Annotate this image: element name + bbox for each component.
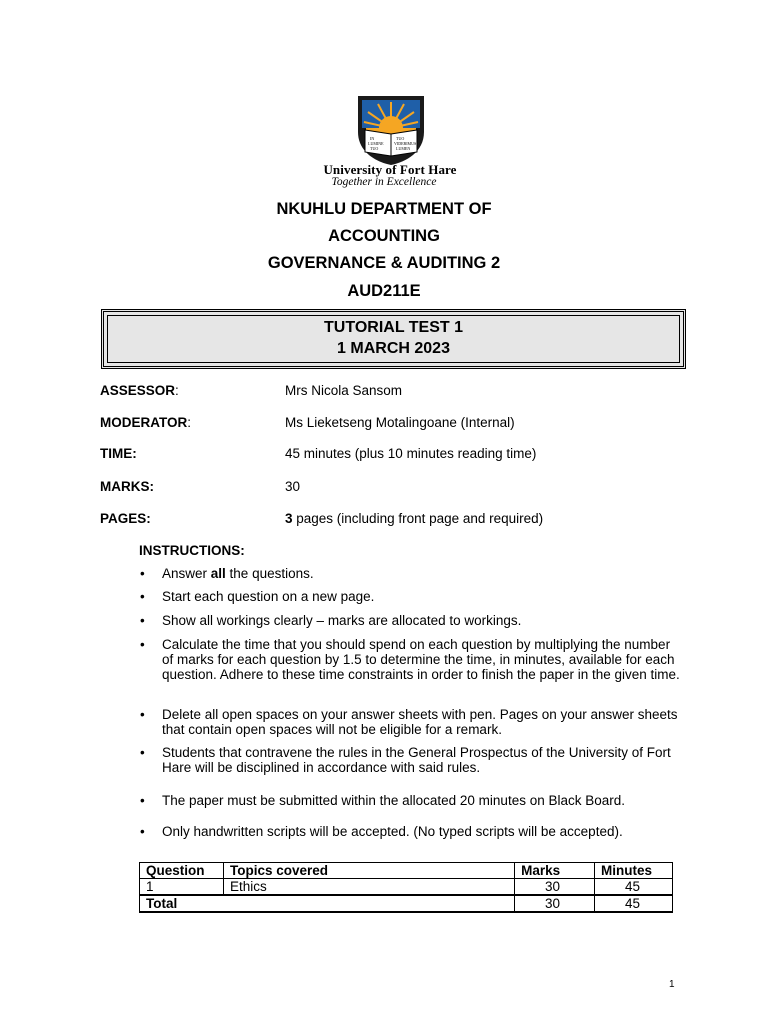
department-heading: NKUHLU DEPARTMENT OF [276, 200, 492, 218]
instruction-item: Start each question on a new page. [162, 589, 375, 604]
svg-text:LUMEN: LUMEN [396, 146, 411, 151]
course-code: AUD211E [347, 282, 421, 300]
university-motto: Together in Excellence [331, 176, 437, 188]
assessor-label: ASSESSOR: [100, 383, 179, 398]
header-question: Question [140, 863, 224, 879]
course-title: GOVERNANCE & AUDITING 2 [267, 254, 501, 272]
time-label: TIME: [100, 446, 137, 461]
bullet-icon: • [140, 707, 145, 722]
department-heading-cont: ACCOUNTING [328, 227, 440, 245]
total-marks: 30 [515, 895, 595, 912]
marks-label: MARKS: [100, 479, 154, 494]
assessor-value: Mrs Nicola Sansom [285, 383, 403, 398]
cell-minutes: 45 [595, 879, 673, 896]
total-label: Total [140, 895, 515, 912]
marks-value: 30 [285, 479, 301, 494]
university-crest-logo [356, 94, 426, 166]
time-value: 45 minutes (plus 10 minutes reading time) [285, 446, 537, 461]
bullet-icon: • [140, 589, 145, 604]
topics-table [139, 862, 673, 913]
cell-marks: 30 [515, 879, 595, 896]
instruction-item: Only handwritten scripts will be accepted. (No typed scripts will be accepted). [162, 824, 623, 839]
bullet-icon: • [140, 793, 145, 808]
moderator-value: Ms Lieketseng Motalingoane (Internal) [285, 415, 515, 430]
header-marks: Marks [515, 863, 595, 879]
svg-text:TUO: TUO [370, 146, 379, 151]
pages-value: 3 pages (including front page and required) [285, 511, 544, 526]
table-total-row [140, 895, 673, 912]
svg-text:TUO: TUO [396, 136, 405, 141]
svg-text:VIDEBIMUS: VIDEBIMUS [394, 141, 417, 146]
bullet-icon: • [140, 566, 145, 581]
bullet-icon: • [140, 745, 145, 760]
instruction-item: Answer all the questions. [162, 566, 314, 581]
bullet-icon: • [140, 613, 145, 628]
svg-text:LUMINE: LUMINE [368, 141, 384, 146]
moderator-label: MODERATOR: [100, 415, 192, 430]
pages-label: PAGES: [100, 511, 151, 526]
instruction-item: The paper must be submitted within the allocated 20 minutes on Black Board. [162, 793, 626, 808]
test-title: TUTORIAL TEST 1 [324, 319, 463, 336]
bullet-icon: • [140, 637, 145, 652]
test-date: 1 MARCH 2023 [337, 340, 450, 357]
cell-question: 1 [140, 879, 224, 896]
test-title-box [101, 309, 686, 369]
header-minutes: Minutes [595, 863, 673, 879]
university-name: University of Fort Hare [323, 162, 457, 177]
instruction-item: Students that contravene the rules in the General Prospectus of the University of Fort Hare will be disciplined in accordance with said rules. [162, 745, 671, 775]
instruction-item: Delete all open spaces on your answer sheets with pen. Pages on your answer sheets that contain open spaces will not be eligible for a remark. [162, 707, 678, 737]
svg-text:IN: IN [370, 136, 375, 141]
cell-topics: Ethics [223, 879, 514, 896]
total-minutes: 45 [595, 895, 673, 912]
instructions-title: INSTRUCTIONS: [139, 543, 245, 558]
page-number: 1 [669, 979, 675, 990]
bullet-icon: • [140, 824, 145, 839]
instruction-item: Show all workings clearly – marks are allocated to workings. [162, 613, 522, 628]
table-row [140, 879, 673, 896]
header-topics: Topics covered [223, 863, 514, 879]
table-header-row [140, 863, 673, 879]
instruction-item: Calculate the time that you should spend on each question by multiplying the number of marks for each question by 1.5 to determine the time, in minutes, available for each question. Adhere to these time constraints in order to finish the paper in the given time. [162, 637, 680, 682]
